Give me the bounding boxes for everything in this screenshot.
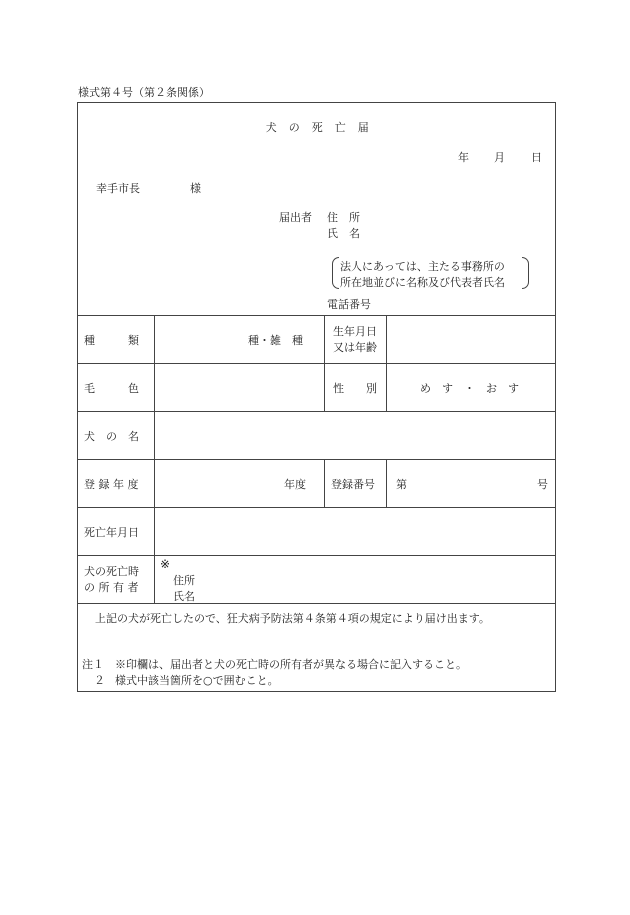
sex-label: 性 別 (333, 382, 377, 395)
sex-options: め す ・ お す (420, 382, 519, 395)
coat-color-label: 毛 色 (84, 382, 139, 395)
owner-name-label: 氏名 (173, 590, 195, 603)
form-title: 犬 の 死 亡 届 (265, 121, 370, 134)
date-year-label: 年 (458, 151, 469, 164)
mid-column-rule (386, 315, 387, 411)
owner-label-line1: 犬の死亡時 (84, 565, 139, 578)
table-rule (78, 363, 555, 364)
note2-text: 様式中該当箇所を○で囲むこと。 (115, 674, 279, 687)
death-date-label: 死亡年月日 (84, 526, 139, 539)
birth-label-line1: 生年月日 (333, 325, 377, 338)
registration-year-unit: 年度 (284, 478, 306, 491)
table-top-rule (78, 315, 555, 316)
right-bracket (522, 257, 529, 289)
registration-number-prefix: 第 (396, 478, 407, 491)
notification-form (77, 102, 556, 692)
form-number-label: 様式第４号（第２条関係） (78, 86, 210, 99)
notifier-label: 届出者 (279, 211, 312, 224)
breed-value: 種・雑 種 (248, 334, 303, 347)
corporate-note-line2: 所在地並びに名称及び代表者氏名 (340, 276, 505, 289)
mid-column-rule (324, 459, 325, 507)
mid-column-rule (324, 315, 325, 411)
addressee-honorific: 様 (190, 182, 201, 195)
owner-asterisk-mark: ※ (160, 557, 171, 571)
notifier-address-label: 住 所 (327, 211, 360, 224)
registration-number-suffix: 号 (537, 478, 548, 491)
corporate-note-line1: 法人にあっては、主たる事務所の (340, 260, 505, 273)
dog-name-label: 犬 の 名 (84, 430, 139, 443)
birth-label-line2: 又は年齢 (333, 341, 377, 354)
notifier-name-label: 氏 名 (327, 227, 360, 240)
date-day-label: 日 (531, 151, 542, 164)
notifier-phone-label: 電話番号 (327, 298, 371, 311)
breed-label: 種 類 (84, 334, 139, 347)
table-rule (78, 507, 555, 508)
owner-address-label: 住所 (173, 574, 195, 587)
table-bottom-rule (78, 603, 555, 604)
label-column-rule (154, 315, 155, 603)
table-rule (78, 555, 555, 556)
date-month-label: 月 (494, 151, 505, 164)
left-bracket (332, 257, 339, 289)
declaration-statement: 上記の犬が死亡したので、狂犬病予防法第４条第４項の規定により届け出ます。 (95, 612, 490, 625)
note1-prefix: 注１ (82, 658, 104, 671)
table-rule (78, 459, 555, 460)
owner-label-line2: の 所 有 者 (84, 581, 139, 594)
note2-prefix: ２ (94, 674, 105, 687)
mid-column-rule (386, 459, 387, 507)
registration-year-label: 登 録 年 度 (84, 478, 139, 491)
table-rule (78, 411, 555, 412)
note1-text: ※印欄は、届出者と犬の死亡時の所有者が異なる場合に記入すること。 (115, 658, 467, 671)
registration-number-label: 登録番号 (331, 478, 375, 491)
addressee-mayor: 幸手市長 (96, 182, 140, 195)
